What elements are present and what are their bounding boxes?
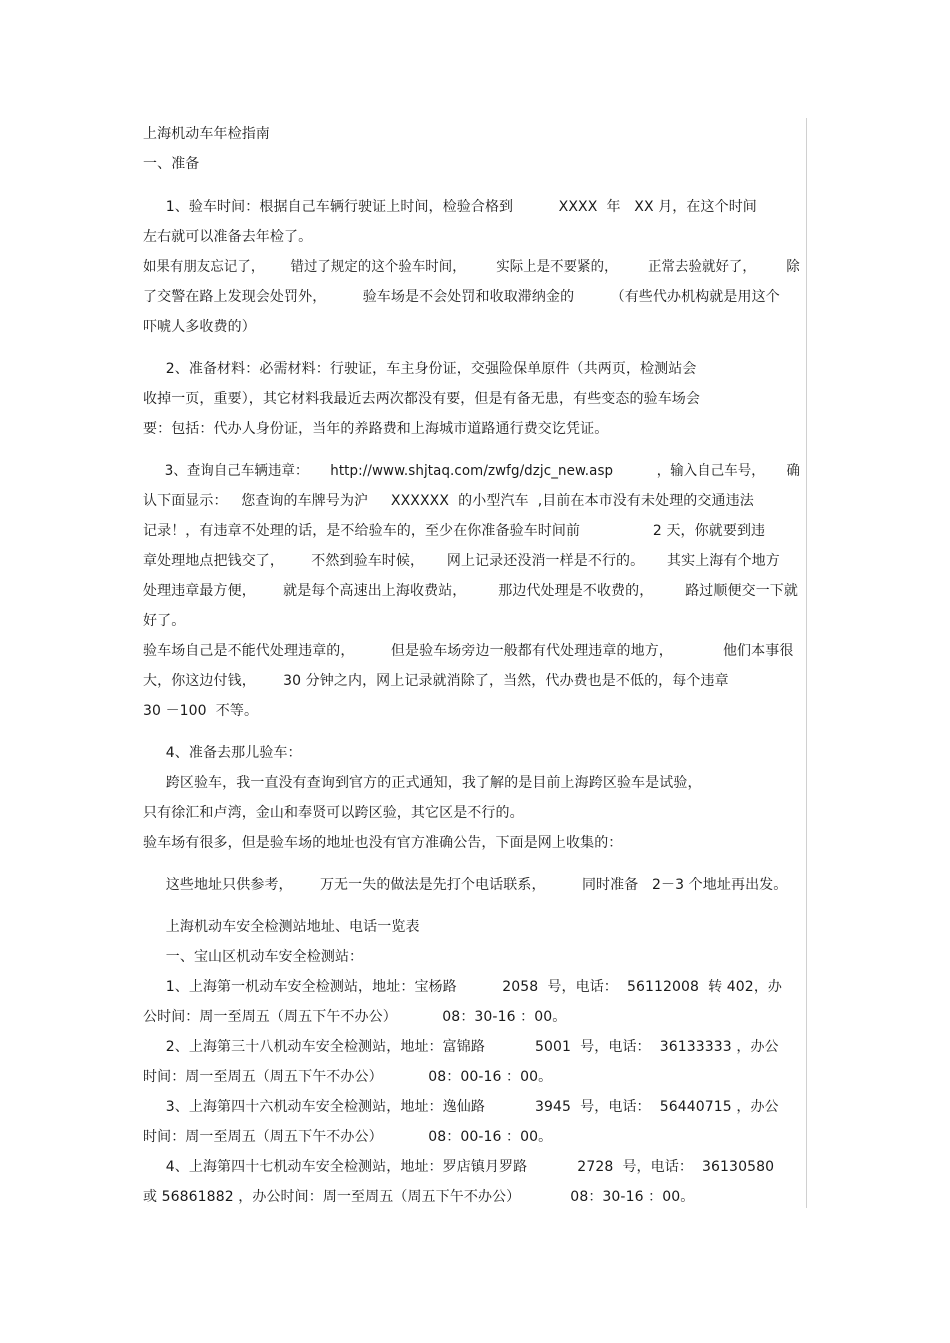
paragraph-line: 吓唬人多收费的） [143, 319, 256, 335]
list-item: 时间：周一至周五（周五下午不办公） 08：00-16 ：00。 [143, 1129, 553, 1145]
paragraph-line: 2、准备材料：必需材料：行驶证，车主身份证，交强险保单原件（共两页，检测站会 [143, 361, 697, 377]
paragraph-line: 只有徐汇和卢湾，金山和奉贤可以跨区验，其它区是不行的。 [143, 805, 524, 821]
paragraph-line: 要：包括：代办人身份证，当年的养路费和上海城市道路通行费交讫凭证。 [143, 421, 609, 437]
paragraph-line: 30 －100 不等。 [143, 703, 259, 719]
paragraph-line: 4、准备去那儿验车： [143, 745, 302, 761]
list-item: 公时间：周一至周五（周五下午不办公） 08：30-16 ：00。 [143, 1009, 567, 1025]
section-heading: 一、准备 [143, 156, 200, 172]
page-margin-rule [806, 118, 807, 1208]
paragraph-line: 验车场有很多，但是验车场的地址也没有官方准确公告，下面是网上收集的： [143, 835, 623, 851]
paragraph-line: 验车场自己是不能代处理违章的， 但是验车场旁边一般都有代处理违章的地方， 他们本事很 [143, 643, 794, 659]
list-item: 4、上海第四十七机动车安全检测站，地址：罗店镇月罗路 2728 号，电话： 36130580 [143, 1159, 775, 1175]
paragraph-line: 认下面显示： 您查询的车牌号为沪 XXXXXX 的小型汽车 ,目前在本市没有未处理的交通违法 [143, 493, 754, 509]
list-item: 时间：周一至周五（周五下午不办公） 08：00-16 ：00。 [143, 1069, 553, 1085]
paragraph-line: 1、验车时间：根据自己车辆行驶证上时间，检验合格到 XXXX 年 XX 月，在这个时间 [143, 199, 757, 215]
paragraph-line: 处理违章最方便， 就是每个高速出上海收费站， 那边代处理是不收费的， 路过顺便交一下就 [143, 583, 799, 599]
paragraph-line: 章处理地点把钱交了， 不然到验车时候， 网上记录还没消一样是不行的。 其实上海有个地方 [143, 553, 780, 569]
paragraph-line: 这些地址只供参考， 万无一失的做法是先打个电话联系， 同时准备 2－3 个地址再出发。 [143, 877, 788, 893]
paragraph-line: 跨区验车，我一直没有查询到官方的正式通知，我了解的是目前上海跨区验车是试验， [143, 775, 702, 791]
list-item: 1、上海第一机动车安全检测站，地址：宝杨路 2058 号，电话： 56112008 转 402，办 [143, 979, 783, 995]
list-item: 3、上海第四十六机动车安全检测站，地址：逸仙路 3945 号，电话： 56440715 ，办公 [143, 1099, 779, 1115]
paragraph-line: 记录！，有违章不处理的话，是不给验车的，至少在你准备验车时间前 2 天，你就要到违 [143, 523, 766, 539]
paragraph-line: 左右就可以准备去年检了。 [143, 229, 313, 245]
list-heading: 上海机动车安全检测站地址、电话一览表 [143, 919, 420, 935]
list-item: 2、上海第三十八机动车安全检测站，地址：富锦路 5001 号，电话： 36133333 ，办公 [143, 1039, 779, 1055]
list-item: 或 56861882 ，办公时间：周一至周五（周五下午不办公） 08：30-16 ：00。 [143, 1189, 695, 1205]
paragraph-line: 如果有朋友忘记了， 错过了规定的这个验车时间， 实际上是不要紧的， 正常去验就好了， 除 [143, 259, 800, 275]
paragraph-line: 3、查询自己车辆违章： http://www.shjtaq.com/zwfg/dzjc_new.asp ，输入自己车号， 确 [143, 463, 801, 479]
document-title: 上海机动车年检指南 [143, 126, 270, 142]
paragraph-line: 大，你这边付钱， 30 分钟之内，网上记录就消除了，当然，代办费也是不低的，每个违章 [143, 673, 729, 689]
paragraph-line: 了交警在路上发现会处罚外， 验车场是不会处罚和收取滞纳金的 （有些代办机构就是用这个 [143, 289, 780, 305]
list-subheading: 一、宝山区机动车安全检测站： [143, 949, 364, 965]
paragraph-line: 收掉一页，重要），其它材料我最近去两次都没有要，但是有备无患，有些变态的验车场会 [143, 391, 700, 407]
paragraph-line: 好了。 [143, 613, 186, 629]
